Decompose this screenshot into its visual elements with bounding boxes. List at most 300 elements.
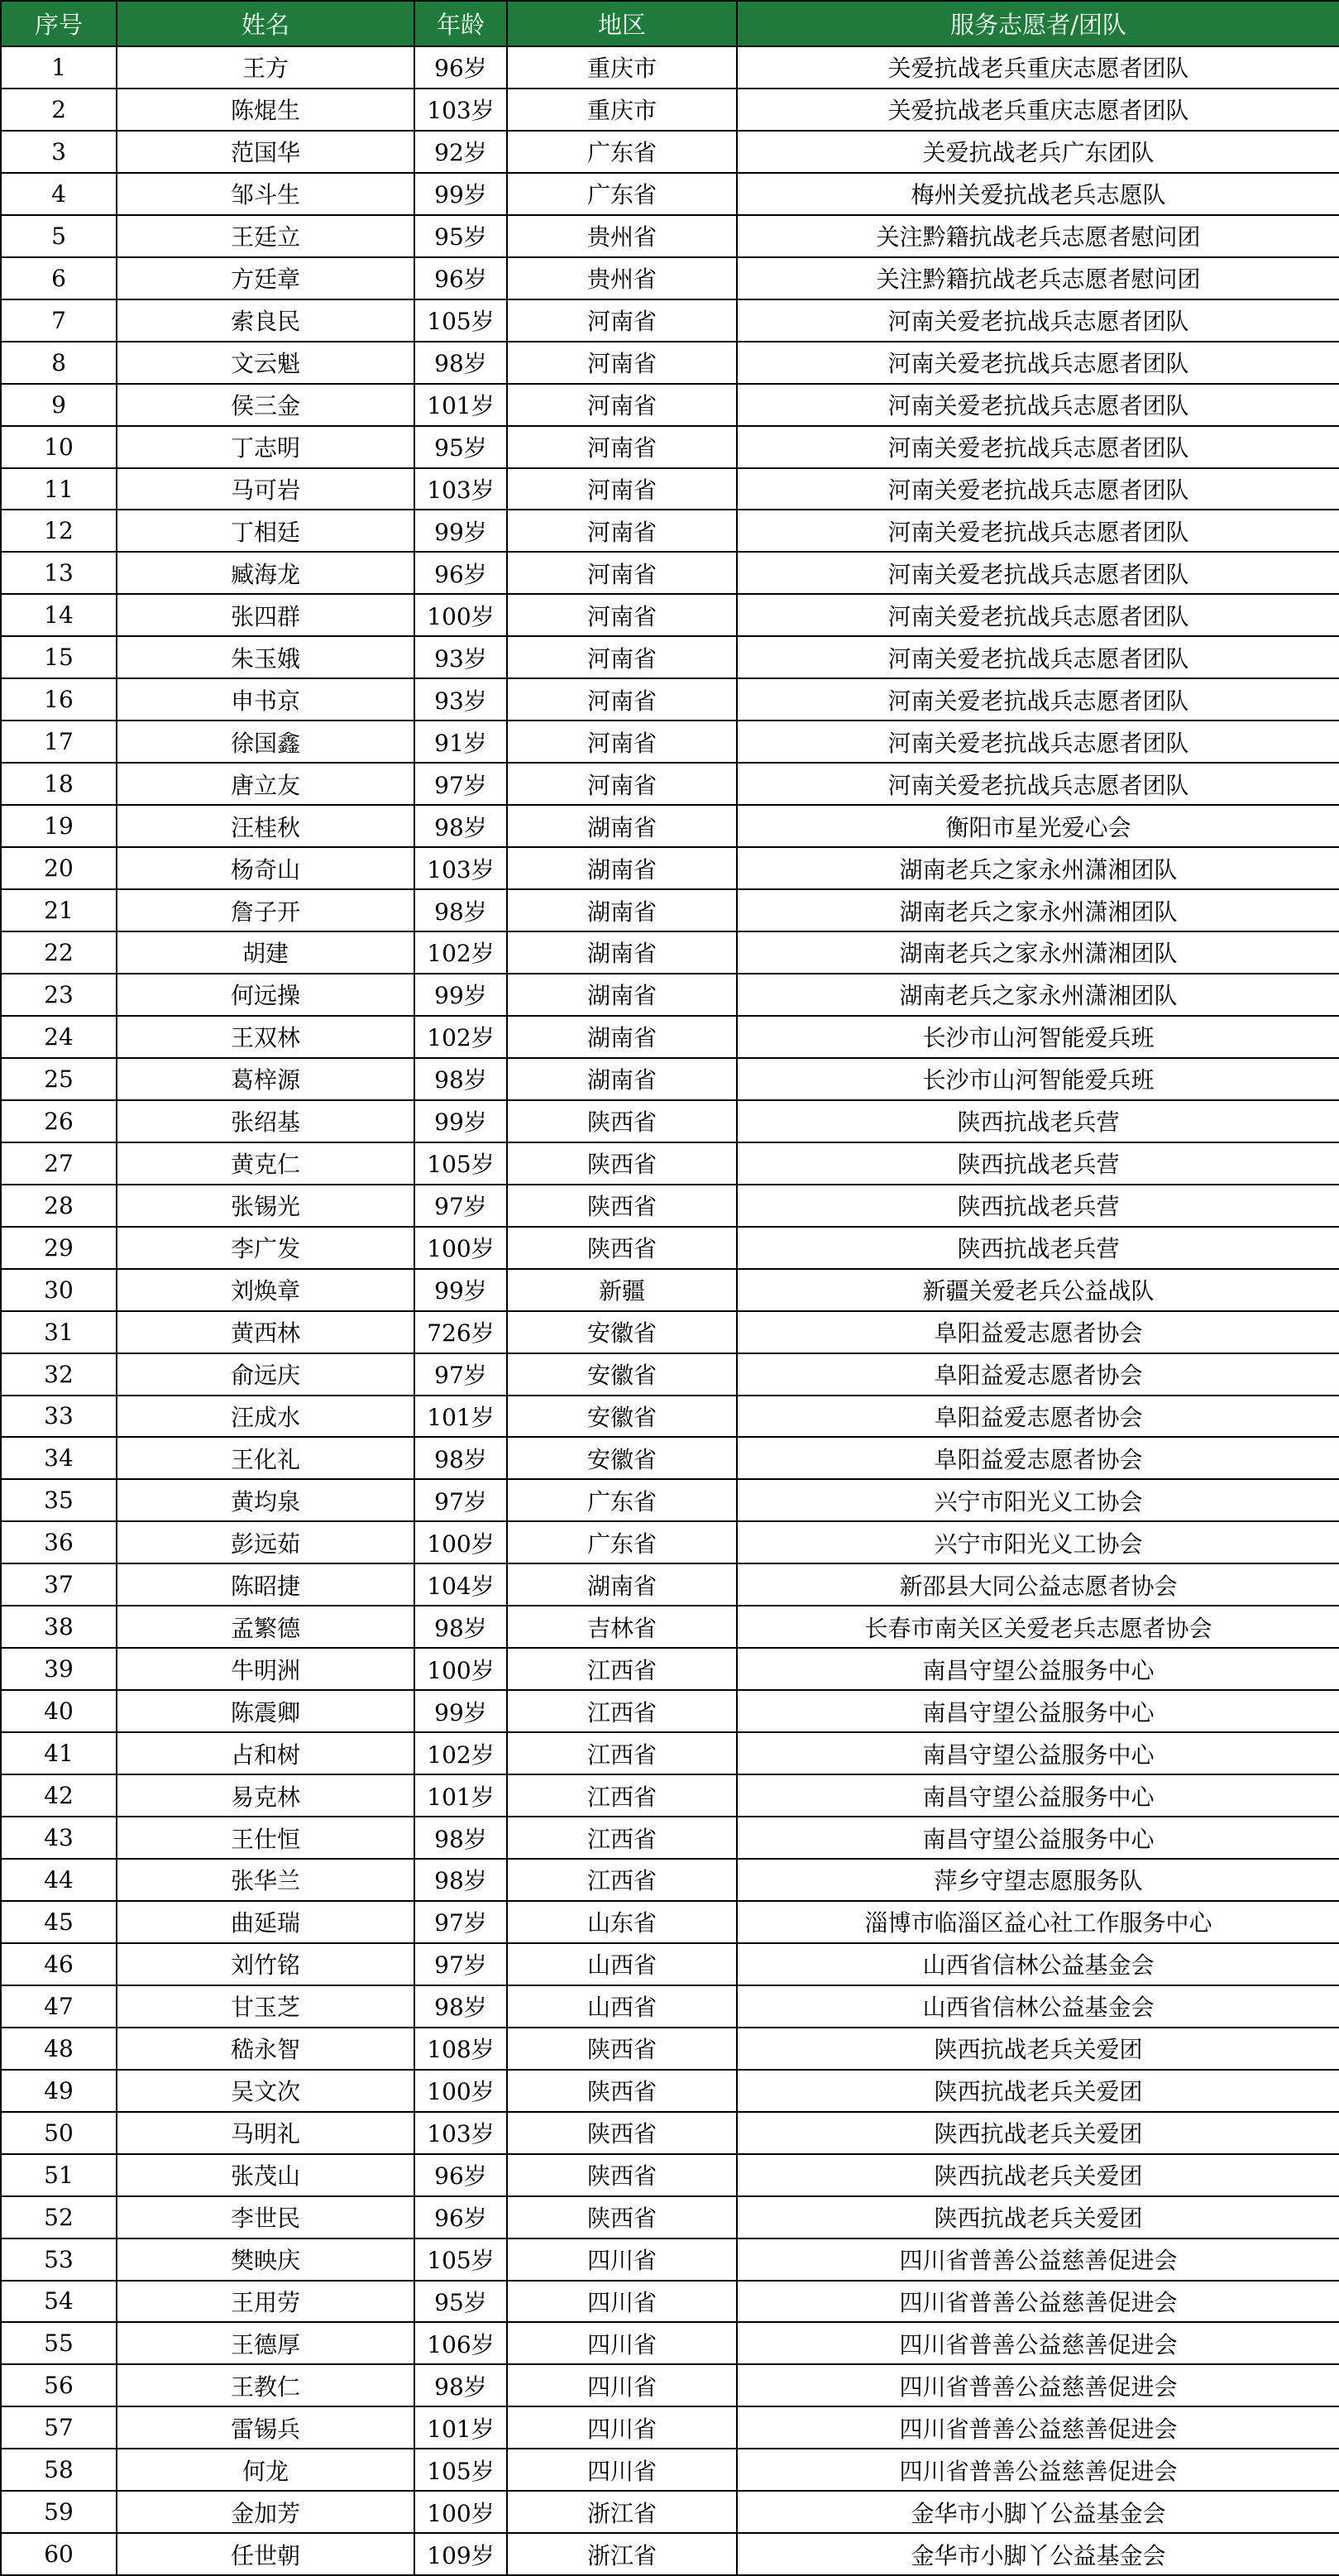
table-row <box>1 763 1339 805</box>
cell-volunteer-team: 阜阳益爱志愿者协会 <box>737 1311 1339 1353</box>
table-row <box>1 1437 1339 1479</box>
cell-age: 97岁 <box>414 1353 507 1396</box>
cell-region: 河南省 <box>507 468 737 510</box>
table-row <box>1 299 1339 342</box>
table-row <box>1 2196 1339 2238</box>
cell-name: 俞远庆 <box>117 1353 414 1396</box>
cell-volunteer-team: 长沙市山河智能爱兵班 <box>737 1058 1339 1100</box>
cell-name: 易克林 <box>117 1774 414 1817</box>
cell-name: 唐立友 <box>117 763 414 805</box>
cell-region: 贵州省 <box>507 215 737 257</box>
cell-region: 四川省 <box>507 2364 737 2406</box>
cell-volunteer-team: 河南关爱老抗战兵志愿者团队 <box>737 468 1339 510</box>
cell-volunteer-team: 四川省普善公益慈善促进会 <box>737 2406 1339 2449</box>
cell-region: 四川省 <box>507 2281 737 2323</box>
table-row <box>1 2281 1339 2323</box>
table-row <box>1 2364 1339 2406</box>
cell-index: 28 <box>1 1185 117 1227</box>
cell-index: 16 <box>1 678 117 721</box>
cell-region: 江西省 <box>507 1648 737 1690</box>
cell-volunteer-team: 陕西抗战老兵关爱团 <box>737 2028 1339 2070</box>
cell-age: 96岁 <box>414 46 507 89</box>
cell-age: 95岁 <box>414 426 507 468</box>
cell-age: 99岁 <box>414 1690 507 1732</box>
cell-volunteer-team: 山西省信林公益基金会 <box>737 1985 1339 2028</box>
cell-volunteer-team: 河南关爱老抗战兵志愿者团队 <box>737 763 1339 805</box>
cell-name: 金加芳 <box>117 2491 414 2533</box>
cell-region: 贵州省 <box>507 257 737 299</box>
cell-age: 103岁 <box>414 2112 507 2154</box>
cell-name: 臧海龙 <box>117 552 414 594</box>
cell-region: 山东省 <box>507 1901 737 1943</box>
cell-age: 98岁 <box>414 1058 507 1100</box>
cell-age: 96岁 <box>414 552 507 594</box>
cell-volunteer-team: 陕西抗战老兵营 <box>737 1227 1339 1269</box>
cell-index: 32 <box>1 1353 117 1396</box>
cell-region: 安徽省 <box>507 1311 737 1353</box>
header-region: 地区 <box>507 1 737 46</box>
cell-volunteer-team: 湖南老兵之家永州潇湘团队 <box>737 931 1339 974</box>
cell-age: 98岁 <box>414 1985 507 2028</box>
cell-volunteer-team: 河南关爱老抗战兵志愿者团队 <box>737 510 1339 552</box>
table-row <box>1 1396 1339 1438</box>
cell-age: 99岁 <box>414 1269 507 1311</box>
cell-index: 12 <box>1 510 117 552</box>
table-row <box>1 215 1339 257</box>
header-age: 年龄 <box>414 1 507 46</box>
table-row <box>1 1227 1339 1269</box>
cell-region: 湖南省 <box>507 889 737 931</box>
cell-index: 55 <box>1 2322 117 2364</box>
cell-name: 陈昭捷 <box>117 1563 414 1606</box>
cell-age: 105岁 <box>414 2449 507 2491</box>
cell-volunteer-team: 陕西抗战老兵营 <box>737 1100 1339 1142</box>
cell-index: 31 <box>1 1311 117 1353</box>
cell-age: 96岁 <box>414 257 507 299</box>
cell-index: 50 <box>1 2112 117 2154</box>
cell-region: 四川省 <box>507 2406 737 2449</box>
cell-region: 陕西省 <box>507 1100 737 1142</box>
cell-age: 95岁 <box>414 215 507 257</box>
table-row <box>1 2491 1339 2533</box>
cell-name: 葛梓源 <box>117 1058 414 1100</box>
cell-region: 河南省 <box>507 721 737 763</box>
cell-index: 51 <box>1 2154 117 2196</box>
table-row <box>1 2533 1339 2575</box>
cell-volunteer-team: 萍乡守望志愿服务队 <box>737 1859 1339 1901</box>
cell-name: 彭远茹 <box>117 1521 414 1563</box>
cell-volunteer-team: 河南关爱老抗战兵志愿者团队 <box>737 299 1339 342</box>
cell-region: 河南省 <box>507 426 737 468</box>
table-row <box>1 1269 1339 1311</box>
cell-name: 甘玉芝 <box>117 1985 414 2028</box>
cell-index: 6 <box>1 257 117 299</box>
cell-index: 40 <box>1 1690 117 1732</box>
table-row <box>1 974 1339 1016</box>
cell-age: 99岁 <box>414 173 507 215</box>
cell-age: 91岁 <box>414 721 507 763</box>
table-row <box>1 510 1339 552</box>
cell-index: 57 <box>1 2406 117 2449</box>
cell-age: 108岁 <box>414 2028 507 2070</box>
table-row <box>1 342 1339 384</box>
table-row <box>1 384 1339 426</box>
cell-name: 刘竹铭 <box>117 1943 414 1985</box>
cell-index: 11 <box>1 468 117 510</box>
cell-volunteer-team: 四川省普善公益慈善促进会 <box>737 2238 1339 2281</box>
cell-region: 湖南省 <box>507 931 737 974</box>
cell-index: 3 <box>1 131 117 173</box>
cell-age: 99岁 <box>414 1100 507 1142</box>
cell-region: 陕西省 <box>507 2112 737 2154</box>
cell-index: 9 <box>1 384 117 426</box>
table-row <box>1 1648 1339 1690</box>
cell-region: 河南省 <box>507 636 737 678</box>
cell-name: 邹斗生 <box>117 173 414 215</box>
cell-index: 25 <box>1 1058 117 1100</box>
table-row <box>1 721 1339 763</box>
cell-age: 97岁 <box>414 1943 507 1985</box>
cell-name: 文云魁 <box>117 342 414 384</box>
cell-index: 54 <box>1 2281 117 2323</box>
cell-volunteer-team: 陕西抗战老兵关爱团 <box>737 2154 1339 2196</box>
cell-index: 21 <box>1 889 117 931</box>
cell-age: 92岁 <box>414 131 507 173</box>
table-row <box>1 1606 1339 1648</box>
cell-index: 44 <box>1 1859 117 1901</box>
table-row <box>1 89 1339 131</box>
cell-name: 黄西林 <box>117 1311 414 1353</box>
cell-volunteer-team: 南昌守望公益服务中心 <box>737 1817 1339 1859</box>
cell-region: 四川省 <box>507 2449 737 2491</box>
cell-name: 方廷章 <box>117 257 414 299</box>
cell-volunteer-team: 四川省普善公益慈善促进会 <box>737 2449 1339 2491</box>
cell-region: 河南省 <box>507 763 737 805</box>
cell-volunteer-team: 四川省普善公益慈善促进会 <box>737 2364 1339 2406</box>
cell-age: 105岁 <box>414 1142 507 1185</box>
cell-name: 牛明洲 <box>117 1648 414 1690</box>
cell-region: 江西省 <box>507 1690 737 1732</box>
cell-region: 广东省 <box>507 1479 737 1521</box>
cell-age: 99岁 <box>414 974 507 1016</box>
cell-index: 42 <box>1 1774 117 1817</box>
cell-region: 陕西省 <box>507 1227 737 1269</box>
cell-volunteer-team: 河南关爱老抗战兵志愿者团队 <box>737 678 1339 721</box>
cell-region: 湖南省 <box>507 847 737 889</box>
cell-age: 100岁 <box>414 1648 507 1690</box>
cell-index: 5 <box>1 215 117 257</box>
table-row <box>1 1521 1339 1563</box>
cell-region: 新疆 <box>507 1269 737 1311</box>
cell-region: 四川省 <box>507 2238 737 2281</box>
cell-index: 2 <box>1 89 117 131</box>
table-row <box>1 1185 1339 1227</box>
cell-volunteer-team: 湖南老兵之家永州潇湘团队 <box>737 847 1339 889</box>
cell-region: 山西省 <box>507 1985 737 2028</box>
table-row <box>1 2112 1339 2154</box>
table-header-row <box>1 1 1339 46</box>
table-row <box>1 1901 1339 1943</box>
cell-region: 陕西省 <box>507 2196 737 2238</box>
cell-age: 106岁 <box>414 2322 507 2364</box>
cell-name: 张四群 <box>117 594 414 636</box>
table-row <box>1 1142 1339 1185</box>
cell-age: 100岁 <box>414 2070 507 2112</box>
cell-volunteer-team: 四川省普善公益慈善促进会 <box>737 2322 1339 2364</box>
cell-volunteer-team: 河南关爱老抗战兵志愿者团队 <box>737 426 1339 468</box>
cell-age: 103岁 <box>414 468 507 510</box>
cell-name: 王德厚 <box>117 2322 414 2364</box>
cell-age: 96岁 <box>414 2154 507 2196</box>
cell-name: 马明礼 <box>117 2112 414 2154</box>
cell-region: 吉林省 <box>507 1606 737 1648</box>
cell-region: 广东省 <box>507 173 737 215</box>
table-row <box>1 1943 1339 1985</box>
cell-volunteer-team: 关注黔籍抗战老兵志愿者慰问团 <box>737 257 1339 299</box>
table-row <box>1 426 1339 468</box>
cell-name: 张华兰 <box>117 1859 414 1901</box>
table-row <box>1 2406 1339 2449</box>
cell-index: 29 <box>1 1227 117 1269</box>
cell-region: 湖南省 <box>507 1016 737 1058</box>
cell-name: 王方 <box>117 46 414 89</box>
cell-index: 36 <box>1 1521 117 1563</box>
cell-region: 江西省 <box>507 1732 737 1774</box>
cell-name: 何龙 <box>117 2449 414 2491</box>
cell-name: 汪成水 <box>117 1396 414 1438</box>
cell-index: 58 <box>1 2449 117 2491</box>
cell-region: 湖南省 <box>507 1563 737 1606</box>
table-row <box>1 1100 1339 1142</box>
cell-volunteer-team: 淄博市临淄区益心社工作服务中心 <box>737 1901 1339 1943</box>
cell-volunteer-team: 长春市南关区关爱老兵志愿者协会 <box>737 1606 1339 1648</box>
cell-name: 杨奇山 <box>117 847 414 889</box>
table-row <box>1 1732 1339 1774</box>
cell-name: 张绍基 <box>117 1100 414 1142</box>
table-row <box>1 2070 1339 2112</box>
cell-volunteer-team: 河南关爱老抗战兵志愿者团队 <box>737 636 1339 678</box>
table-row <box>1 257 1339 299</box>
cell-region: 湖南省 <box>507 805 737 847</box>
cell-index: 59 <box>1 2491 117 2533</box>
cell-index: 47 <box>1 1985 117 2028</box>
cell-index: 37 <box>1 1563 117 1606</box>
cell-volunteer-team: 陕西抗战老兵关爱团 <box>737 2112 1339 2154</box>
cell-region: 江西省 <box>507 1817 737 1859</box>
cell-name: 李广发 <box>117 1227 414 1269</box>
cell-age: 96岁 <box>414 2196 507 2238</box>
table-row <box>1 1058 1339 1100</box>
cell-volunteer-team: 河南关爱老抗战兵志愿者团队 <box>737 342 1339 384</box>
cell-volunteer-team: 梅州关爱抗战老兵志愿队 <box>737 173 1339 215</box>
cell-index: 33 <box>1 1396 117 1438</box>
cell-region: 河南省 <box>507 342 737 384</box>
cell-name: 丁志明 <box>117 426 414 468</box>
cell-volunteer-team: 河南关爱老抗战兵志愿者团队 <box>737 552 1339 594</box>
cell-volunteer-team: 兴宁市阳光义工协会 <box>737 1521 1339 1563</box>
cell-age: 102岁 <box>414 931 507 974</box>
table-row <box>1 1985 1339 2028</box>
cell-volunteer-team: 湖南老兵之家永州潇湘团队 <box>737 974 1339 1016</box>
cell-region: 陕西省 <box>507 2028 737 2070</box>
cell-age: 97岁 <box>414 763 507 805</box>
table-row <box>1 2154 1339 2196</box>
cell-name: 吴文次 <box>117 2070 414 2112</box>
cell-volunteer-team: 南昌守望公益服务中心 <box>737 1774 1339 1817</box>
cell-region: 陕西省 <box>507 1185 737 1227</box>
cell-age: 93岁 <box>414 636 507 678</box>
cell-volunteer-team: 兴宁市阳光义工协会 <box>737 1479 1339 1521</box>
cell-volunteer-team: 河南关爱老抗战兵志愿者团队 <box>737 384 1339 426</box>
cell-age: 98岁 <box>414 1437 507 1479</box>
cell-age: 102岁 <box>414 1016 507 1058</box>
cell-volunteer-team: 新疆关爱老兵公益战队 <box>737 1269 1339 1311</box>
cell-region: 安徽省 <box>507 1396 737 1438</box>
cell-volunteer-team: 陕西抗战老兵营 <box>737 1142 1339 1185</box>
cell-volunteer-team: 四川省普善公益慈善促进会 <box>737 2281 1339 2323</box>
header-index: 序号 <box>1 1 117 46</box>
cell-age: 98岁 <box>414 1606 507 1648</box>
cell-name: 张茂山 <box>117 2154 414 2196</box>
table-row <box>1 889 1339 931</box>
header-name: 姓名 <box>117 1 414 46</box>
table-row <box>1 1479 1339 1521</box>
cell-age: 102岁 <box>414 1732 507 1774</box>
cell-volunteer-team: 湖南老兵之家永州潇湘团队 <box>737 889 1339 931</box>
cell-age: 98岁 <box>414 805 507 847</box>
cell-name: 胡建 <box>117 931 414 974</box>
cell-index: 53 <box>1 2238 117 2281</box>
cell-volunteer-team: 南昌守望公益服务中心 <box>737 1732 1339 1774</box>
cell-name: 丁相廷 <box>117 510 414 552</box>
cell-name: 王仕恒 <box>117 1817 414 1859</box>
cell-index: 60 <box>1 2533 117 2575</box>
cell-index: 4 <box>1 173 117 215</box>
cell-name: 雷锡兵 <box>117 2406 414 2449</box>
cell-age: 98岁 <box>414 1859 507 1901</box>
cell-volunteer-team: 南昌守望公益服务中心 <box>737 1690 1339 1732</box>
table-row <box>1 1563 1339 1606</box>
cell-volunteer-team: 金华市小脚丫公益基金会 <box>737 2491 1339 2533</box>
cell-name: 张锡光 <box>117 1185 414 1227</box>
cell-age: 105岁 <box>414 2238 507 2281</box>
cell-region: 重庆市 <box>507 46 737 89</box>
table-row <box>1 1690 1339 1732</box>
cell-region: 湖南省 <box>507 1058 737 1100</box>
cell-region: 浙江省 <box>507 2533 737 2575</box>
cell-region: 重庆市 <box>507 89 737 131</box>
cell-volunteer-team: 关爱抗战老兵广东团队 <box>737 131 1339 173</box>
header-volunteer-team: 服务志愿者/团队 <box>737 1 1339 46</box>
cell-age: 104岁 <box>414 1563 507 1606</box>
table-row <box>1 1859 1339 1901</box>
cell-age: 101岁 <box>414 1396 507 1438</box>
cell-region: 湖南省 <box>507 974 737 1016</box>
table-row <box>1 1353 1339 1396</box>
table-row <box>1 1311 1339 1353</box>
cell-volunteer-team: 新邵县大同公益志愿者协会 <box>737 1563 1339 1606</box>
cell-age: 105岁 <box>414 299 507 342</box>
cell-age: 109岁 <box>414 2533 507 2575</box>
cell-name: 申书京 <box>117 678 414 721</box>
cell-name: 王化礼 <box>117 1437 414 1479</box>
cell-name: 马可岩 <box>117 468 414 510</box>
cell-region: 河南省 <box>507 552 737 594</box>
cell-age: 98岁 <box>414 342 507 384</box>
table-row <box>1 594 1339 636</box>
cell-index: 13 <box>1 552 117 594</box>
table-row <box>1 131 1339 173</box>
cell-volunteer-team: 陕西抗战老兵营 <box>737 1185 1339 1227</box>
cell-volunteer-team: 陕西抗战老兵关爱团 <box>737 2070 1339 2112</box>
cell-region: 安徽省 <box>507 1353 737 1396</box>
table-row <box>1 468 1339 510</box>
table-row <box>1 173 1339 215</box>
cell-region: 山西省 <box>507 1943 737 1985</box>
cell-index: 22 <box>1 931 117 974</box>
cell-index: 56 <box>1 2364 117 2406</box>
cell-name: 樊映庆 <box>117 2238 414 2281</box>
cell-name: 李世民 <box>117 2196 414 2238</box>
cell-index: 20 <box>1 847 117 889</box>
cell-age: 101岁 <box>414 1774 507 1817</box>
cell-name: 黄均泉 <box>117 1479 414 1521</box>
cell-name: 索良民 <box>117 299 414 342</box>
cell-volunteer-team: 陕西抗战老兵关爱团 <box>737 2196 1339 2238</box>
cell-name: 王廷立 <box>117 215 414 257</box>
cell-name: 王用劳 <box>117 2281 414 2323</box>
cell-age: 97岁 <box>414 1185 507 1227</box>
cell-region: 河南省 <box>507 594 737 636</box>
cell-index: 14 <box>1 594 117 636</box>
cell-index: 34 <box>1 1437 117 1479</box>
cell-volunteer-team: 阜阳益爱志愿者协会 <box>737 1396 1339 1438</box>
cell-age: 726岁 <box>414 1311 507 1353</box>
cell-volunteer-team: 衡阳市星光爱心会 <box>737 805 1339 847</box>
cell-index: 8 <box>1 342 117 384</box>
cell-age: 93岁 <box>414 678 507 721</box>
cell-region: 江西省 <box>507 1859 737 1901</box>
cell-volunteer-team: 关爱抗战老兵重庆志愿者团队 <box>737 89 1339 131</box>
cell-region: 浙江省 <box>507 2491 737 2533</box>
cell-name: 詹子开 <box>117 889 414 931</box>
cell-age: 100岁 <box>414 1521 507 1563</box>
cell-age: 97岁 <box>414 1479 507 1521</box>
cell-region: 四川省 <box>507 2322 737 2364</box>
cell-region: 河南省 <box>507 299 737 342</box>
cell-index: 1 <box>1 46 117 89</box>
cell-name: 占和树 <box>117 1732 414 1774</box>
cell-age: 95岁 <box>414 2281 507 2323</box>
cell-name: 任世朝 <box>117 2533 414 2575</box>
table-row <box>1 2028 1339 2070</box>
cell-index: 7 <box>1 299 117 342</box>
table-row <box>1 2449 1339 2491</box>
cell-region: 河南省 <box>507 510 737 552</box>
cell-name: 黄克仁 <box>117 1142 414 1185</box>
cell-age: 100岁 <box>414 2491 507 2533</box>
cell-index: 23 <box>1 974 117 1016</box>
cell-region: 广东省 <box>507 131 737 173</box>
table-row <box>1 1016 1339 1058</box>
cell-index: 17 <box>1 721 117 763</box>
cell-volunteer-team: 金华市小脚丫公益基金会 <box>737 2533 1339 2575</box>
cell-index: 35 <box>1 1479 117 1521</box>
cell-name: 陈震卿 <box>117 1690 414 1732</box>
cell-volunteer-team: 长沙市山河智能爱兵班 <box>737 1016 1339 1058</box>
cell-name: 嵇永智 <box>117 2028 414 2070</box>
cell-volunteer-team: 阜阳益爱志愿者协会 <box>737 1353 1339 1396</box>
